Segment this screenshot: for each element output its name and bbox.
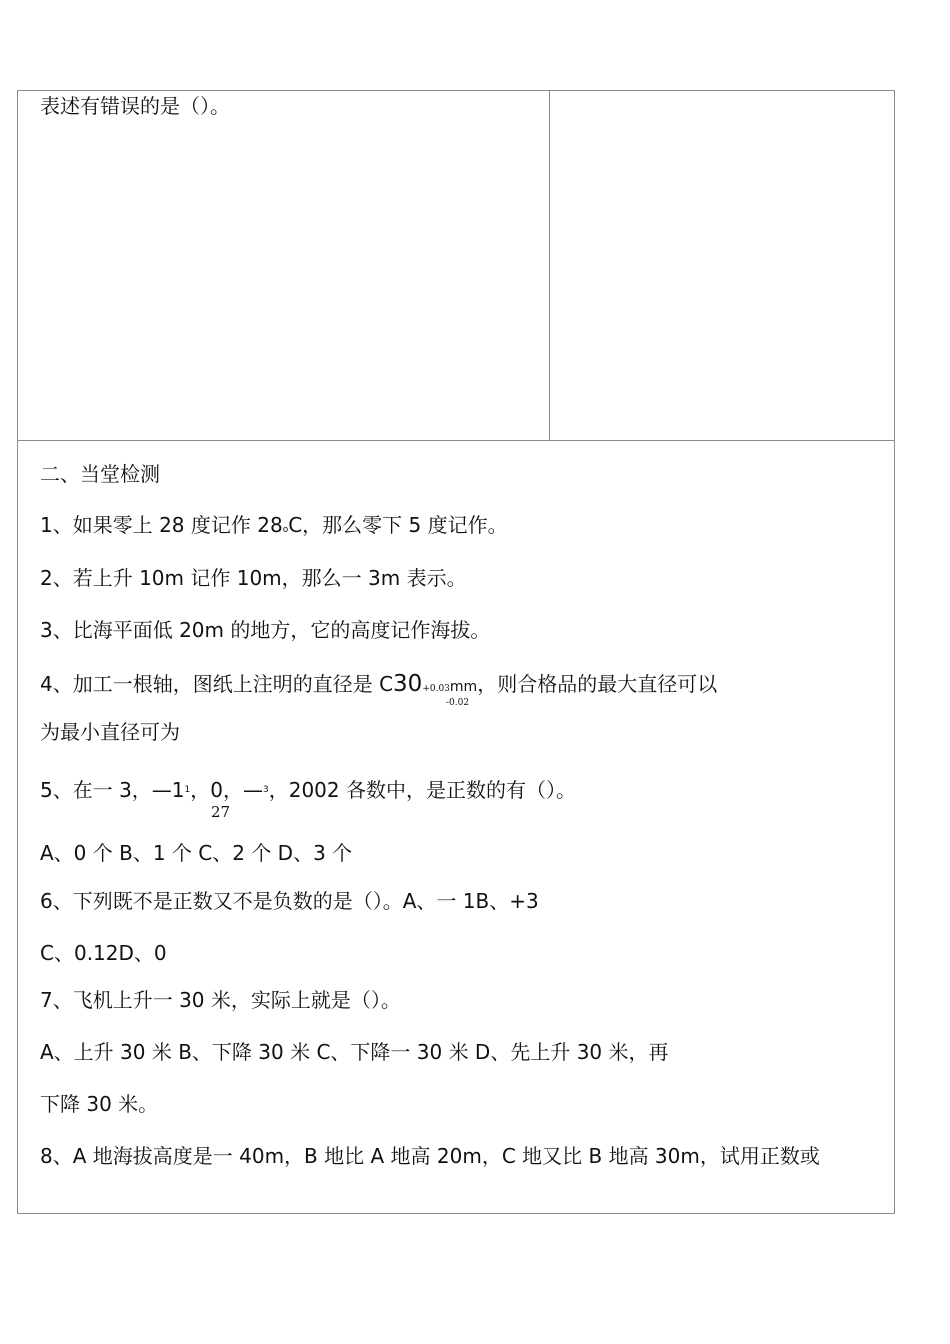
section-title: 二、当堂检测	[40, 462, 160, 486]
q1-text: 1、如果零上 28 度记作 28	[40, 513, 283, 537]
top-cell-text: 表述有错误的是（）。	[40, 94, 230, 118]
question-6-options: C、0.12D、0	[40, 941, 167, 965]
q4-upper-tolerance: +0.03	[422, 684, 450, 694]
question-7-options: A、上升 30 米 B、下降 30 米 C、下降一 30 米 D、先上升 30 米，再	[40, 1040, 669, 1064]
q5-part-a: 5、在一 3，—1	[40, 778, 185, 802]
question-7: 7、飞机上升一 30 米，实际上就是（）。	[40, 988, 401, 1012]
q1-degree: o	[282, 525, 289, 535]
q5-denominator: 27	[211, 803, 231, 821]
q4-unit: mm	[449, 679, 478, 695]
question-5-options: A、0 个 B、1 个 C、2 个 D、3 个	[40, 841, 353, 865]
q4-tail: ，则合格品的最大直径可以	[477, 672, 718, 696]
q4-value: 30	[393, 671, 423, 697]
question-5	[40, 777, 576, 803]
column-divider	[549, 91, 550, 440]
question-2: 2、若上升 10m 记作 10m，那么一 3m 表示。	[40, 566, 467, 590]
q5-fraction2-numerator: 3	[263, 785, 269, 795]
question-6: 6、下列既不是正数又不是负数的是（）。A、一 1B、+3	[40, 889, 539, 913]
question-4-line2: 为最小直径可为	[40, 720, 180, 744]
question-3: 3、比海平面低 20m 的地方，它的高度记作海拔。	[40, 618, 491, 642]
worksheet-table	[17, 90, 895, 1214]
question-4	[40, 671, 717, 702]
row-divider	[18, 440, 894, 441]
q4-head: 4、加工一根轴，图纸上注明的直径是 C	[40, 672, 394, 696]
q5-part-b: ，0，—	[190, 778, 263, 802]
question-1	[40, 512, 508, 543]
question-7-options-cont: 下降 30 米。	[40, 1092, 159, 1116]
q4-lower-tolerance: -0.02	[446, 698, 470, 708]
q5-part-c: ，2002 各数中，是正数的有（）。	[268, 778, 576, 802]
q1-tail: C，那么零下 5 度记作。	[288, 513, 508, 537]
question-8: 8、A 地海拔高度是一 40m，B 地比 A 地高 20m，C 地又比 B 地高 30m，试用正数或	[40, 1144, 820, 1168]
q5-fraction1-numerator: 1	[184, 785, 191, 795]
